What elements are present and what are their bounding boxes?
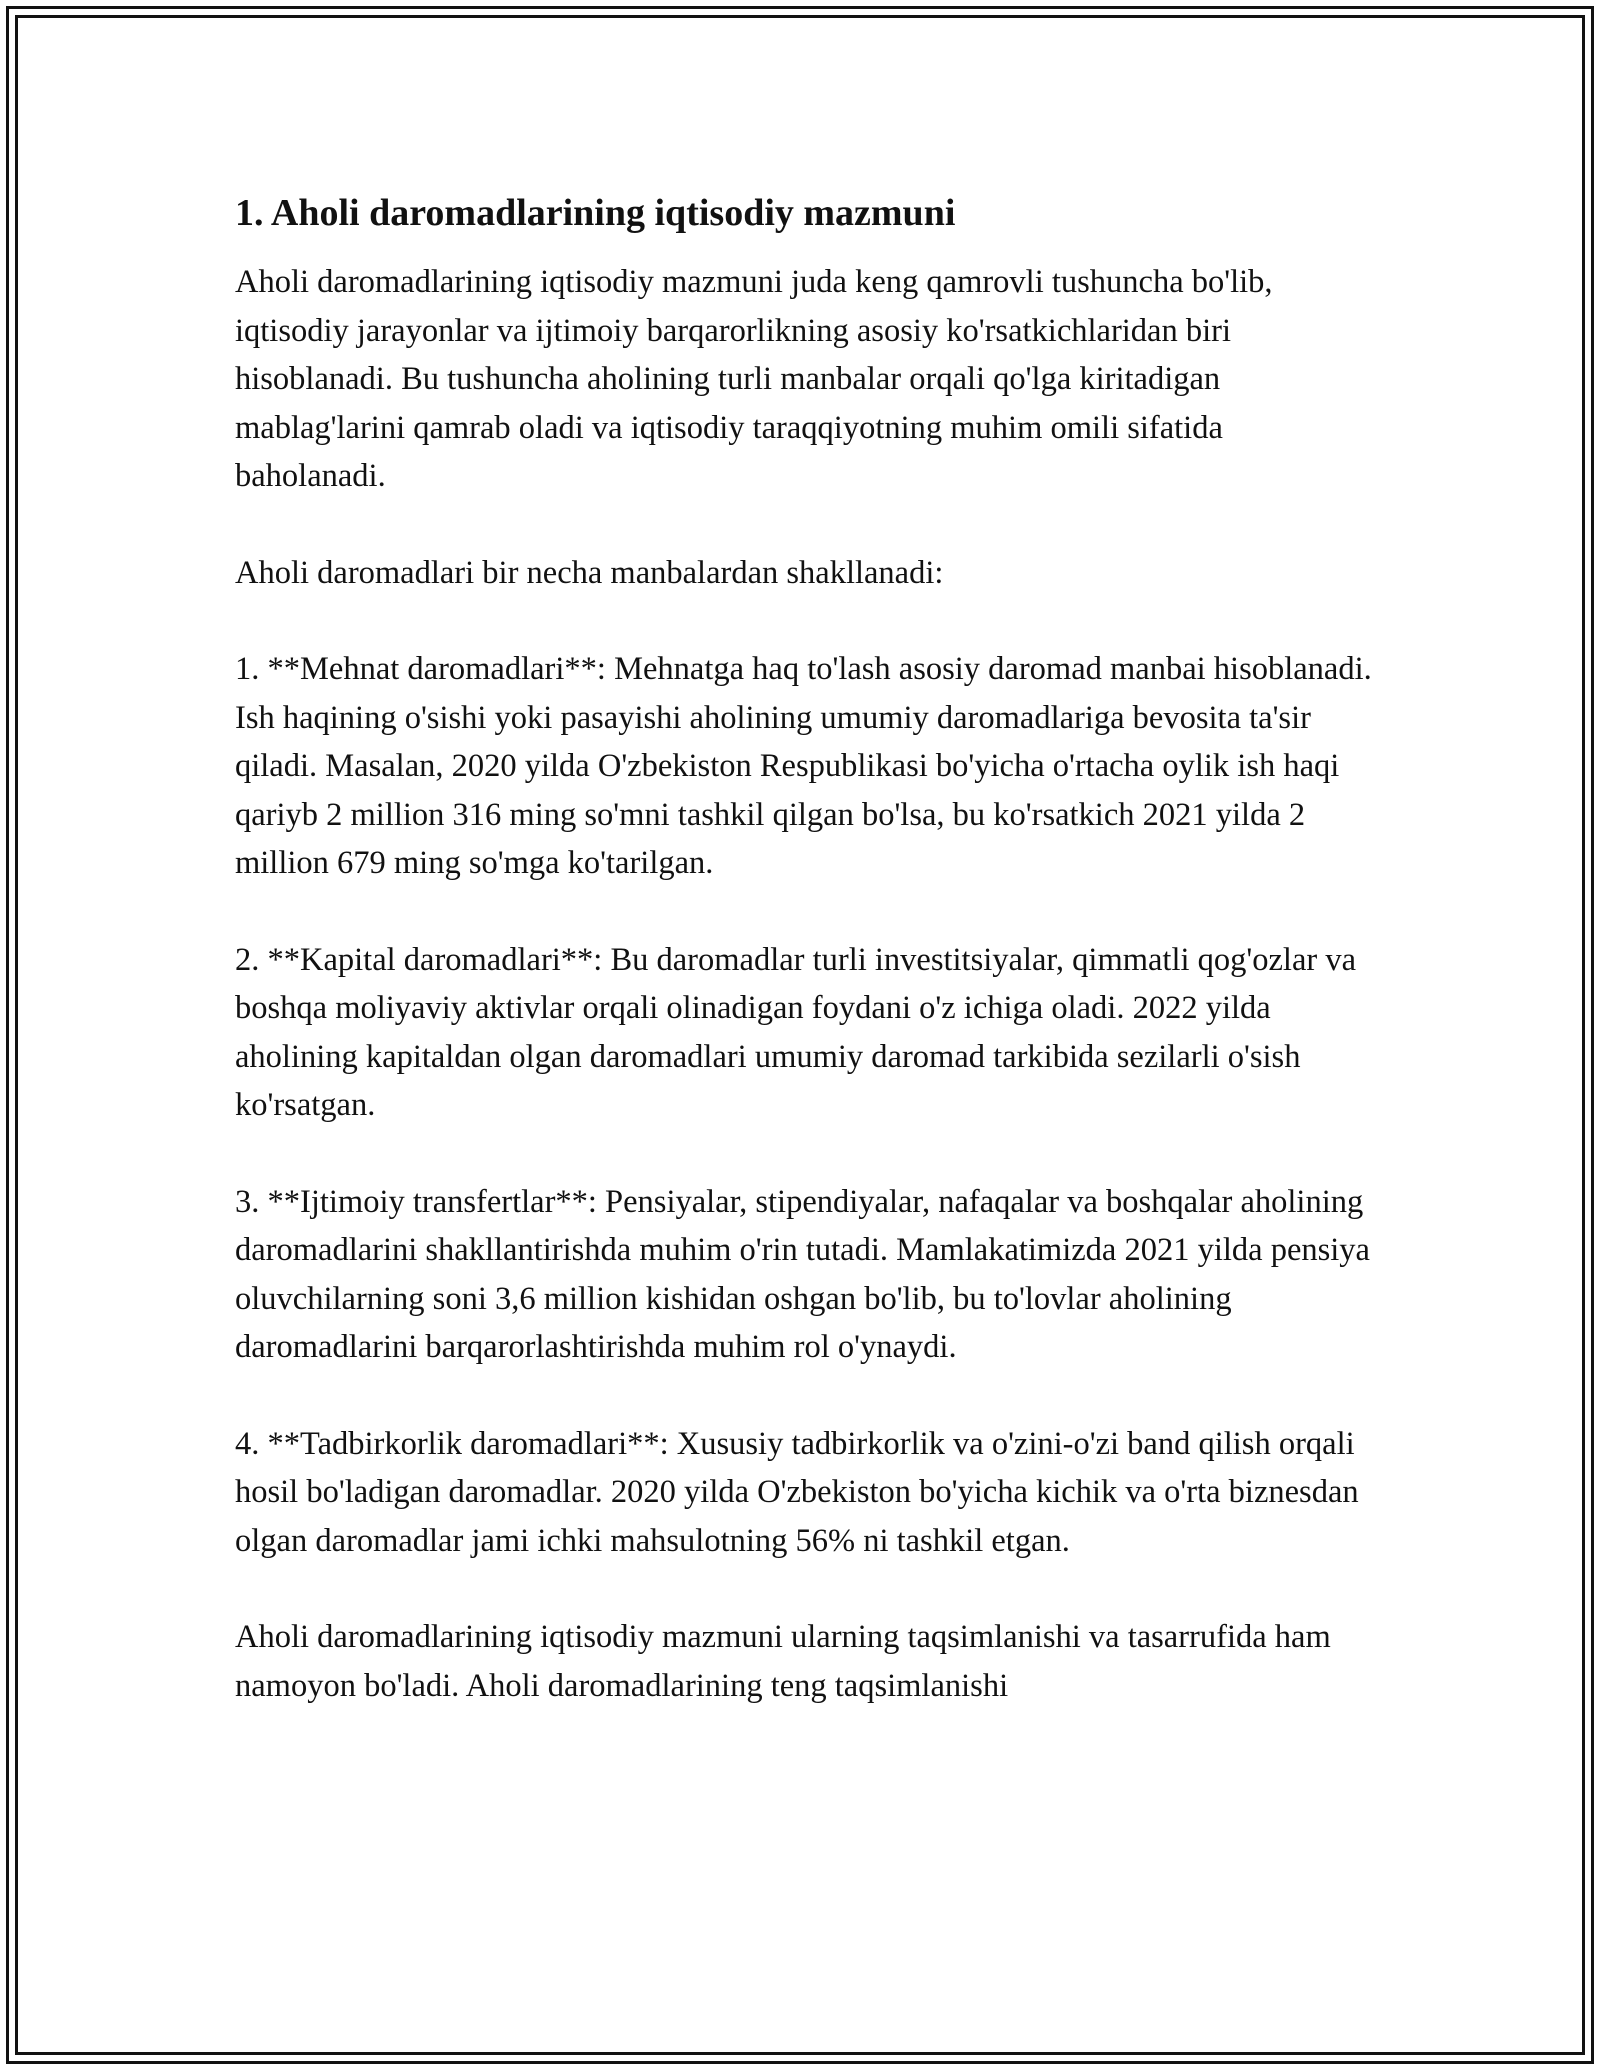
paragraph-capital-income: 2. **Kapital daromadlari**: Bu daromadlar turli investitsiyalar, qimmatli qog'ozlar va boshqa moliyaviy aktivlar orqali olinadigan foydani o'z ichiga oladi. 2022 yilda aholining kapitaldan olgan daromadlari umumiy daromad tarkibida sezilarli o'sish ko'rsatgan. xyxy=(235,941,1356,1123)
paragraph-distribution: Aholi daromadlarining iqtisodiy mazmuni ularning taqsimlanishi va tasarrufida ham namoyon bo'ladi. Aholi daromadlarining teng taqsimlanishi xyxy=(235,1619,1331,1704)
paragraph-intro: Aholi daromadlarining iqtisodiy mazmuni juda keng qamrovli tushuncha bo'lib, iqtisodiy jarayonlar va ijtimoiy barqarorlikning asosiy ko'rsatkichlaridan biri hisoblanadi. Bu tushuncha aholining turli manbalar orqali qo'lga kiritadigan mablag'larini qamrab oladi va iqtisodiy taraqqiyotning muhim omili sifatida baholanadi. xyxy=(235,264,1273,494)
paragraph-labor-income: 1. **Mehnat daromadlari**: Mehnatga haq to'lash asosiy daromad manbai hisoblanadi. Ish haqining o'sishi yoki pasayishi aholining umumiy daromadlariga bevosita ta'sir qiladi. Masalan, 2020 yilda O'zbekiston Respublikasi bo'yicha o'rtacha oylik ish haqi qariyb 2 million 316 ming so'mni tashkil qilgan bo'lsa, bu ko'rsatkich 2021 yilda 2 million 679 ming so'mga ko'tarilgan. xyxy=(235,651,1372,881)
section-heading: 1. Aholi daromadlarining iqtisodiy mazmuni xyxy=(235,192,956,234)
paragraph-sources-lead: Aholi daromadlari bir necha manbalardan shakllanadi: xyxy=(235,554,944,591)
paragraph-business-income: 4. **Tadbirkorlik daromadlari**: Xususiy tadbirkorlik va o'zini-o'zi band qilish orqali hosil bo'ladigan daromadlar. 2020 yilda O'zbekiston bo'yicha kichik va o'rta biznesdan olgan daromadlar jami ichki mahsulotning 56% ni tashkil etgan. xyxy=(235,1425,1359,1559)
document-body xyxy=(235,186,1375,1758)
paragraph-social-transfers: 3. **Ijtimoiy transfertlar**: Pensiyalar, stipendiyalar, nafaqalar va boshqalar aholining daromadlarini shakllantirishda muhim o'rin tutadi. Mamlakatimizda 2021 yilda pensiya oluvchilarning soni 3,6 million kishidan oshgan bo'lib, bu to'lovlar aholining daromadlarini barqarorlashtirishda muhim rol o'ynaydi. xyxy=(235,1183,1370,1365)
